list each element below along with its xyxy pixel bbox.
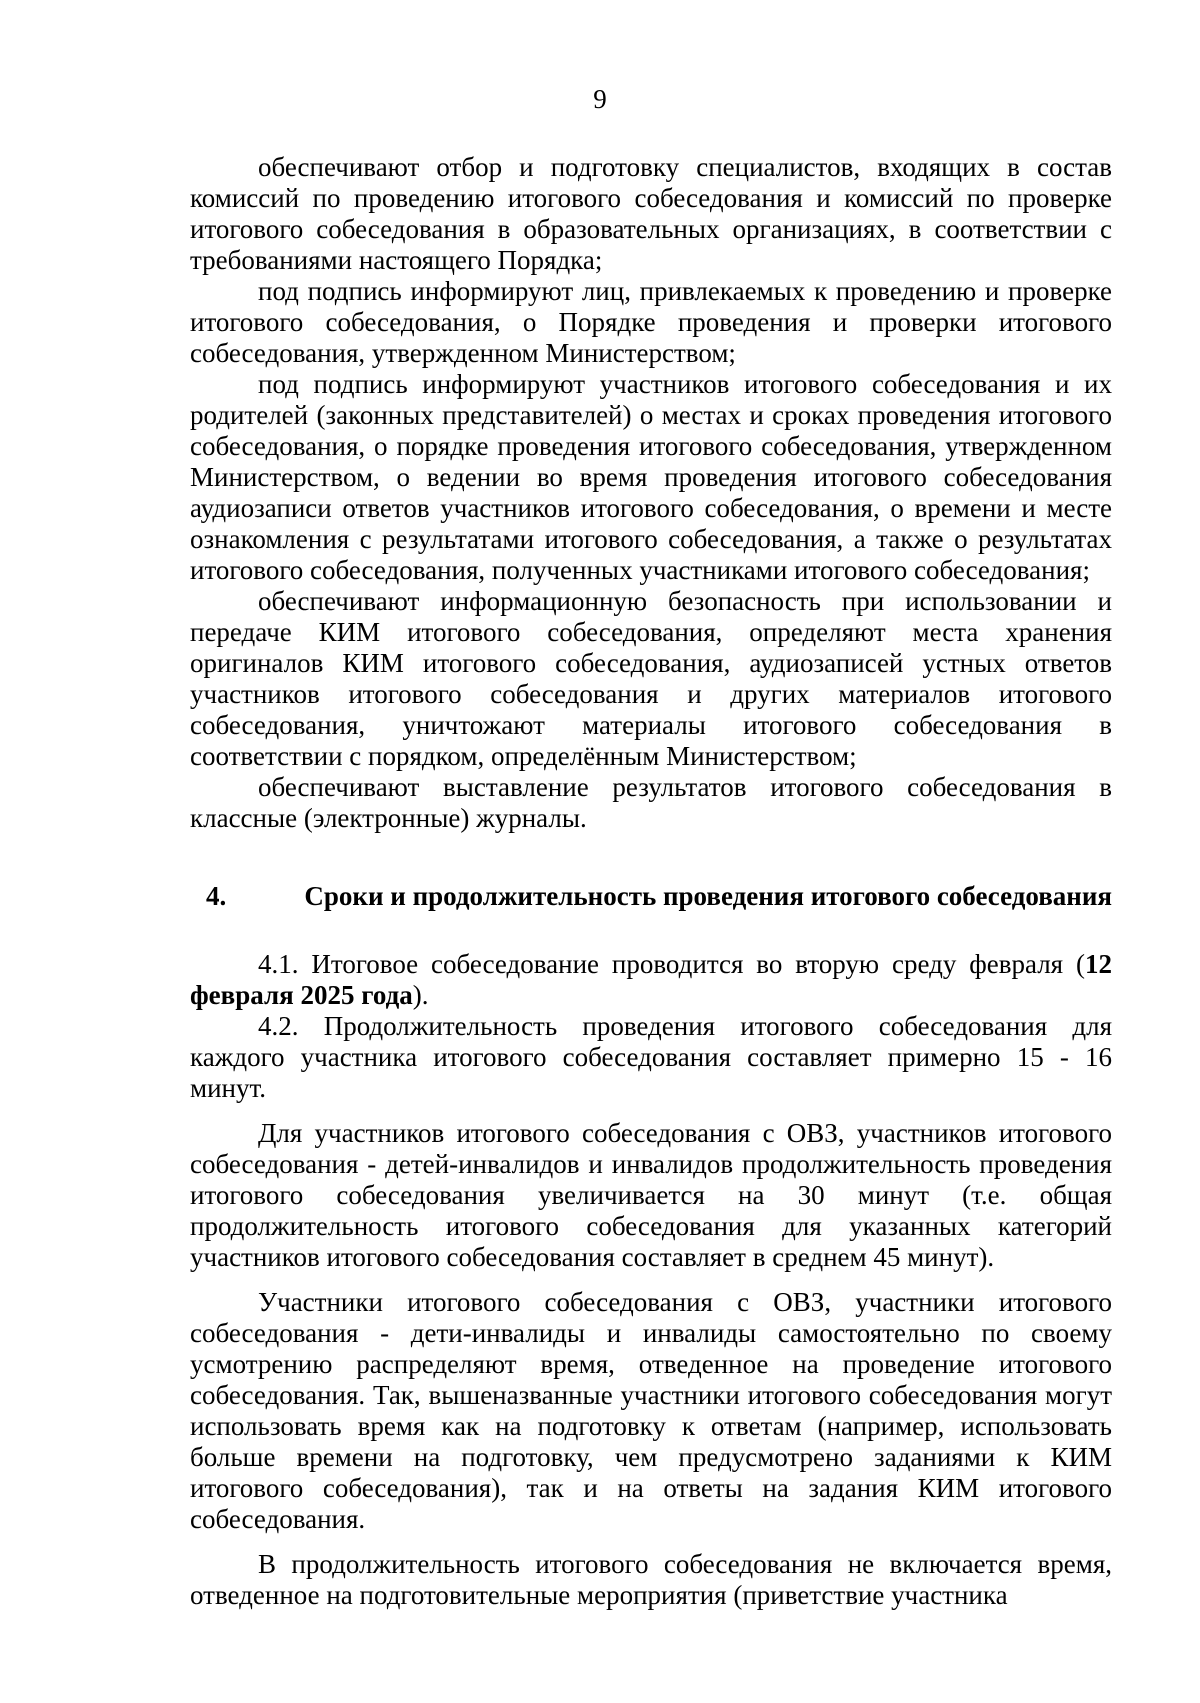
paragraph-information-security: обеспечивают информационную безопасность при использовании и передаче КИМ итогового собеседования, определяют места хранения оригиналов КИМ итогового собеседования, аудиозаписей устных ответов участников итогового собеседования и других материалов итогового собеседования, уничтожают материалы итогового собеседования в соответствии с порядком, определённым Министерством;: [190, 586, 1112, 771]
paragraph-excluded-time: В продолжительность итогового собеседования не включается время, отведенное на подготовительные мероприятия (приветствие участника: [190, 1549, 1112, 1610]
paragraph-ovz-duration: Для участников итогового собеседования с ОВЗ, участников итогового собеседования - детей-инвалидов и инвалидов продолжительность проведения итогового собеседования увеличивается на 30 минут (т.е. общая продолжительность итогового собеседования для указанных категорий участников итогового собеседования составляет в среднем 45 минут).: [190, 1118, 1112, 1272]
paragraph-inform-staff: под подпись информируют лиц, привлекаемых к проведению и проверке итогового собеседования, о Порядке проведения и проверки итогового собеседования, утвержденном Министерством;: [190, 276, 1112, 368]
paragraph-inform-participants: под подпись информируют участников итогового собеседования и их родителей (законных представителей) о местах и сроках проведения итогового собеседования, о порядке проведения итогового собеседования, утвержденном Министерством, о ведении во время проведения итогового собеседования аудиозаписи ответов участников итогового собеседования, о времени и месте ознакомления с результатами итогового собеседования, а также о результатах итогового собеседования, полученных участниками итогового собеседования;: [190, 369, 1112, 585]
clause-4-1-date: 12 февраля 2025 года: [190, 949, 1112, 1010]
clause-4-1: [190, 949, 1112, 1011]
paragraph-ovz-time-distribution: Участники итогового собеседования с ОВЗ, участники итогового собеседования - дети-инвалиды и инвалиды самостоятельно по своему усмотрению распределяют время, отведенное на проведение итогового собеседования. Так, вышеназванные участники итогового собеседования могут использовать время как на подготовку к ответам (например, использовать больше времени на подготовку, чем предусмотрено заданиями к КИМ итогового собеседования), так и на ответы на задания КИМ итогового собеседования.: [190, 1287, 1112, 1534]
section-heading: [190, 881, 1112, 912]
clause-4-1-tail: ).: [412, 980, 429, 1010]
clause-4-1-text: 4.1. Итоговое собеседование проводится во вторую среду февраля (: [258, 949, 1085, 979]
section-number: 4.: [206, 881, 227, 911]
paragraph-selection-of-specialists: обеспечивают отбор и подготовку специалистов, входящих в состав комиссий по проведению итогового собеседования и комиссий по проверке итогового собеседования в образовательных организациях, в соответствии с требованиями настоящего Порядка;: [190, 152, 1112, 275]
paragraph-results-to-journals: обеспечивают выставление результатов итогового собеседования в классные (электронные) журналы.: [190, 772, 1112, 833]
section-title: Сроки и продолжительность проведения итогового собеседования: [304, 881, 1112, 911]
document-body: [190, 152, 1112, 1611]
page-number: 9: [593, 84, 607, 114]
clause-4-2: 4.2. Продолжительность проведения итогового собеседования для каждого участника итогового собеседования составляет примерно 15 - 16 минут.: [190, 1011, 1112, 1103]
